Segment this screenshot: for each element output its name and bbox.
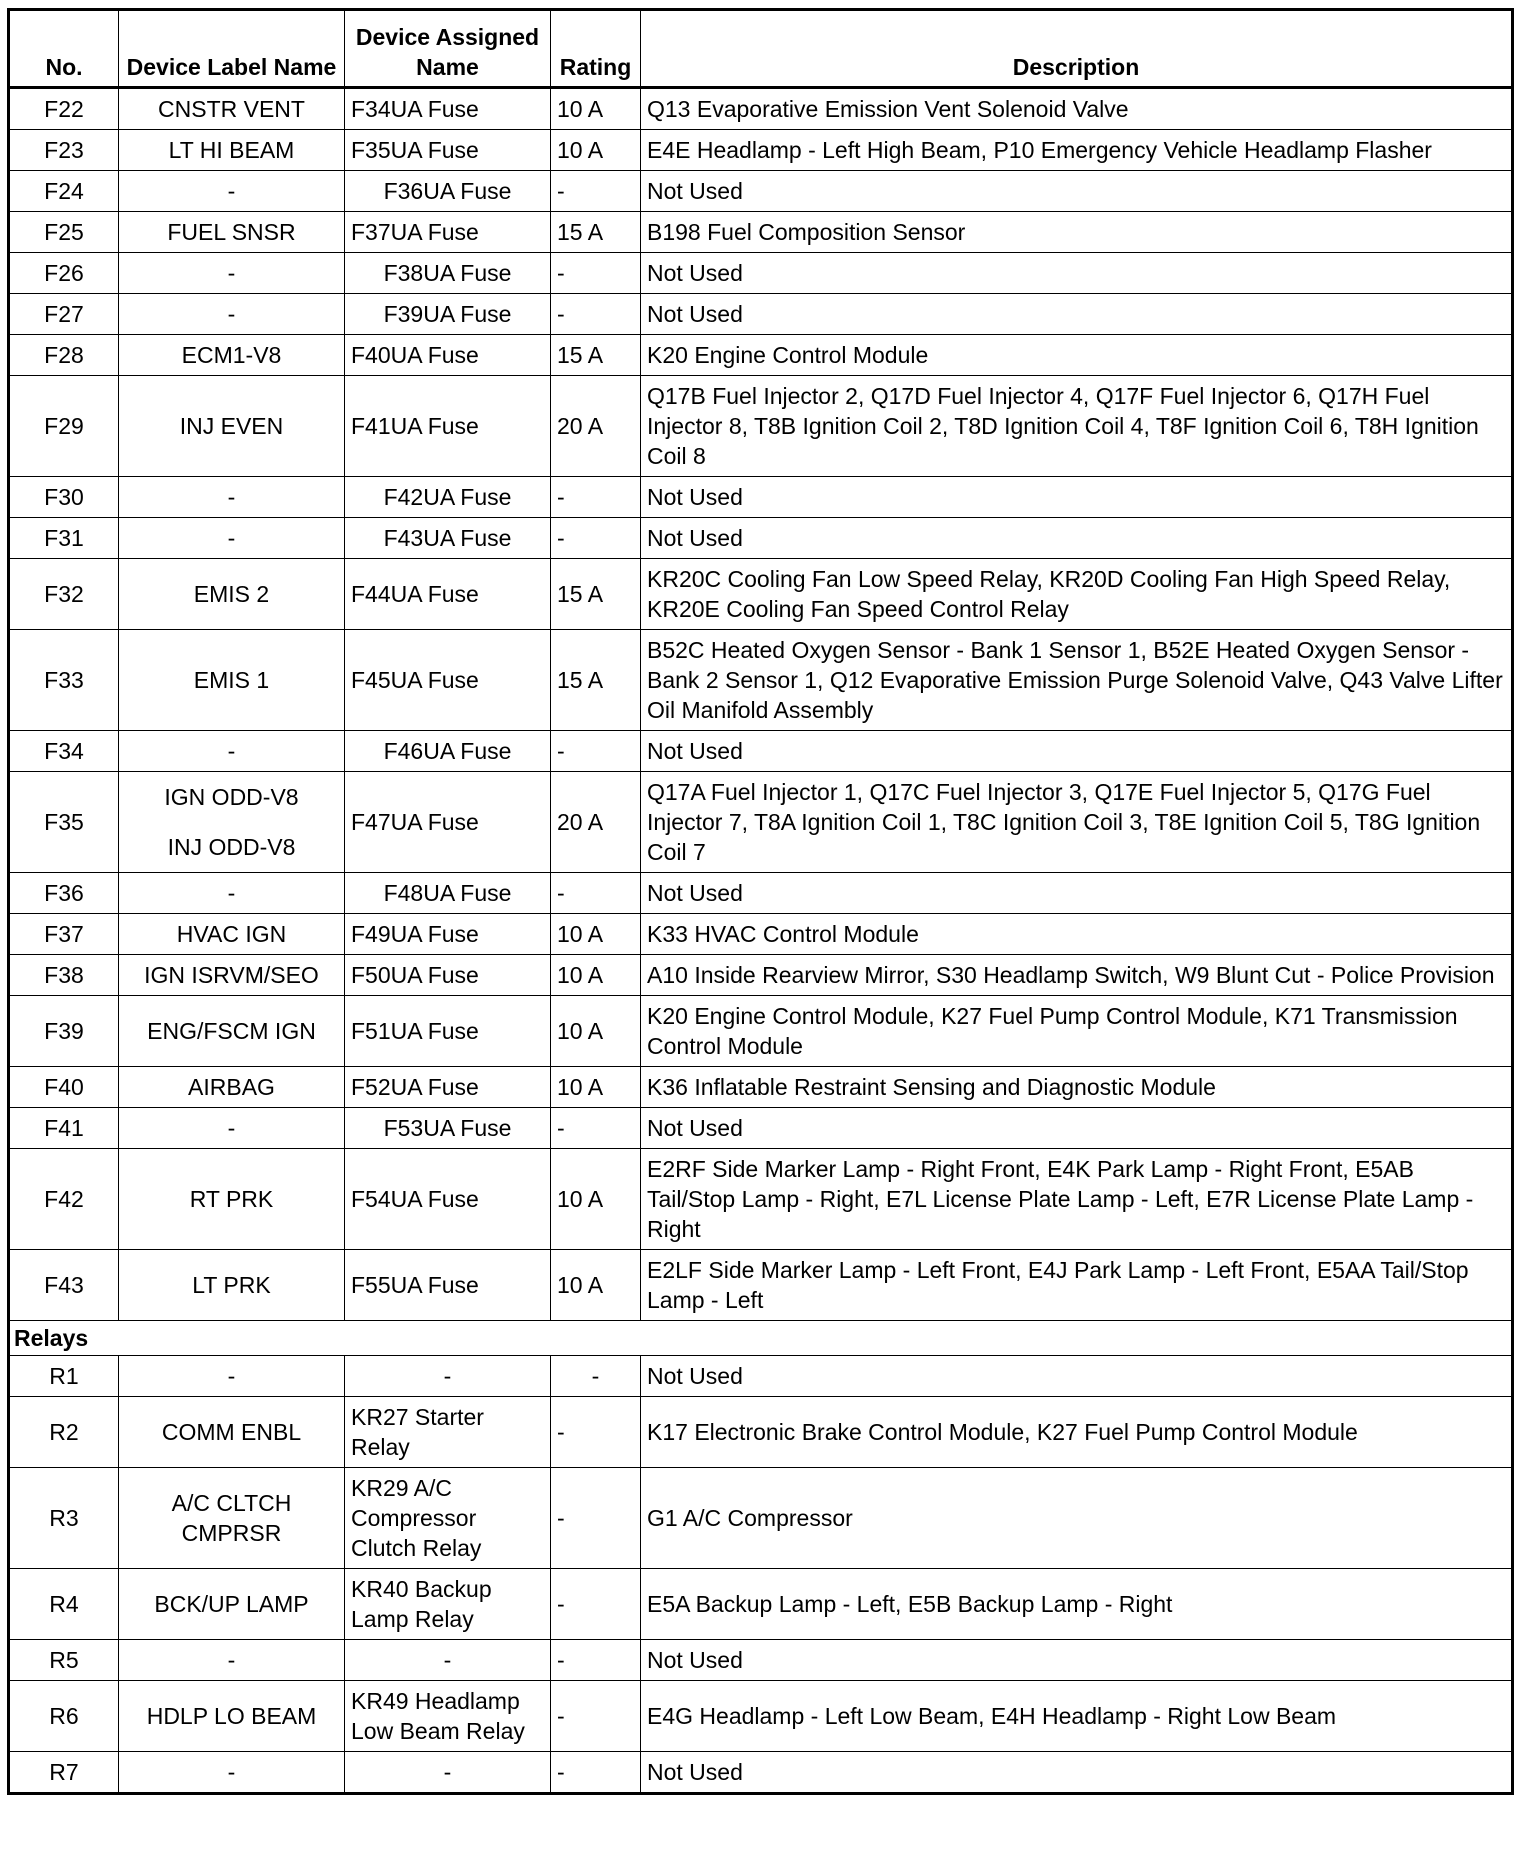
table-row: [9, 1569, 1513, 1640]
device-assigned-name: F39UA Fuse: [345, 294, 551, 335]
table-row: [9, 130, 1513, 171]
device-label-name: [119, 335, 345, 376]
rating: -: [551, 253, 641, 294]
fuse-number: R5: [9, 1640, 119, 1681]
label-line: -: [227, 178, 236, 204]
table-row: [9, 1108, 1513, 1149]
device-label-name: [119, 1356, 345, 1397]
description: Not Used: [641, 731, 1513, 772]
label-line: FUEL SNSR: [167, 219, 296, 245]
device-assigned-name: F37UA Fuse: [345, 212, 551, 253]
table-row: [9, 1752, 1513, 1794]
fuse-number: F42: [9, 1149, 119, 1250]
device-label-name: [119, 130, 345, 171]
table-row: [9, 88, 1513, 130]
description: Q13 Evaporative Emission Vent Solenoid Valve: [641, 88, 1513, 130]
table-row: [9, 335, 1513, 376]
label-line: A/C CLTCH CMPRSR: [171, 1490, 292, 1546]
device-assigned-name: F46UA Fuse: [345, 731, 551, 772]
description: Q17A Fuel Injector 1, Q17C Fuel Injector 3, Q17E Fuel Injector 5, Q17G Fuel Injector 7, T8A Ignition Coil 1, T8C Ignition Coil 3, T8E Ignition Coil 5, T8G Ignition Coil 7: [641, 772, 1513, 873]
device-label-name: [119, 1397, 345, 1468]
table-row: [9, 294, 1513, 335]
device-assigned-name: KR49 Headlamp Low Beam Relay: [345, 1681, 551, 1752]
device-label-name: [119, 1640, 345, 1681]
rating: 10 A: [551, 1067, 641, 1108]
label-line: LT PRK: [192, 1272, 271, 1298]
device-assigned-name: F38UA Fuse: [345, 253, 551, 294]
device-label-name: [119, 1752, 345, 1794]
device-label-name: [119, 1067, 345, 1108]
table-row: [9, 1356, 1513, 1397]
fuse-number: F28: [9, 335, 119, 376]
device-label-name: [119, 731, 345, 772]
label-line: COMM ENBL: [161, 1419, 302, 1445]
device-assigned-name: -: [345, 1752, 551, 1794]
section-heading: Relays: [9, 1321, 1513, 1356]
label-line: -: [227, 1759, 236, 1785]
table-row: [9, 1397, 1513, 1468]
rating: 10 A: [551, 1250, 641, 1321]
rating: 10 A: [551, 1149, 641, 1250]
device-label-name: [119, 630, 345, 731]
description: E4E Headlamp - Left High Beam, P10 Emergency Vehicle Headlamp Flasher: [641, 130, 1513, 171]
label-line: IGN ODD-V8: [164, 784, 299, 810]
device-assigned-name: F51UA Fuse: [345, 996, 551, 1067]
header-no: No.: [9, 10, 119, 88]
fuse-number: F29: [9, 376, 119, 477]
table-row: [9, 212, 1513, 253]
header-label: Device Label Name: [119, 10, 345, 88]
device-label-name: [119, 914, 345, 955]
description: Not Used: [641, 873, 1513, 914]
fuse-number: F25: [9, 212, 119, 253]
device-assigned-name: F55UA Fuse: [345, 1250, 551, 1321]
rating: -: [551, 1569, 641, 1640]
fuse-number: F23: [9, 130, 119, 171]
device-label-name: [119, 772, 345, 873]
description: KR20C Cooling Fan Low Speed Relay, KR20D Cooling Fan High Speed Relay, KR20E Cooling Fan Speed Control Relay: [641, 559, 1513, 630]
description: Not Used: [641, 294, 1513, 335]
rating: -: [551, 1681, 641, 1752]
description: B52C Heated Oxygen Sensor - Bank 1 Sensor 1, B52E Heated Oxygen Sensor - Bank 2 Sensor 1, Q12 Evaporative Emission Purge Solenoid Valve, Q43 Valve Lifter Oil Manifold Assembly: [641, 630, 1513, 731]
device-label-name: [119, 1250, 345, 1321]
table-row: [9, 731, 1513, 772]
device-label-name: [119, 253, 345, 294]
fuse-number: F36: [9, 873, 119, 914]
fuse-number: R4: [9, 1569, 119, 1640]
description: K17 Electronic Brake Control Module, K27 Fuel Pump Control Module: [641, 1397, 1513, 1468]
description: Not Used: [641, 171, 1513, 212]
label-line: CNSTR VENT: [158, 96, 305, 122]
fuse-number: F32: [9, 559, 119, 630]
description: E2RF Side Marker Lamp - Right Front, E4K Park Lamp - Right Front, E5AB Tail/Stop Lamp - Right, E7L License Plate Lamp - Left, E7R License Plate Lamp - Right: [641, 1149, 1513, 1250]
device-assigned-name: F44UA Fuse: [345, 559, 551, 630]
device-label-name: [119, 518, 345, 559]
device-label-name: [119, 559, 345, 630]
device-assigned-name: KR27 Starter Relay: [345, 1397, 551, 1468]
label-line: RT PRK: [189, 1186, 274, 1212]
rating: 15 A: [551, 335, 641, 376]
description: K20 Engine Control Module: [641, 335, 1513, 376]
table-row: [9, 630, 1513, 731]
label-line: BCK/UP LAMP: [154, 1591, 309, 1617]
description: A10 Inside Rearview Mirror, S30 Headlamp Switch, W9 Blunt Cut - Police Provision: [641, 955, 1513, 996]
device-assigned-name: KR40 Backup Lamp Relay: [345, 1569, 551, 1640]
description: Not Used: [641, 1108, 1513, 1149]
device-label-name: [119, 996, 345, 1067]
device-assigned-name: F49UA Fuse: [345, 914, 551, 955]
description: Not Used: [641, 253, 1513, 294]
section-row: [9, 1321, 1513, 1356]
fuse-number: F34: [9, 731, 119, 772]
device-label-name: [119, 376, 345, 477]
table-row: [9, 1149, 1513, 1250]
label-line: -: [227, 1363, 236, 1389]
description: Q17B Fuel Injector 2, Q17D Fuel Injector 4, Q17F Fuel Injector 6, Q17H Fuel Injector 8, T8B Ignition Coil 2, T8D Ignition Coil 4, T8F Ignition Coil 6, T8H Ignition Coil 8: [641, 376, 1513, 477]
table-row: [9, 955, 1513, 996]
label-line: EMIS 2: [193, 581, 270, 607]
device-assigned-name: F47UA Fuse: [345, 772, 551, 873]
table-row: [9, 772, 1513, 873]
device-label-name: [119, 1149, 345, 1250]
rating: 15 A: [551, 212, 641, 253]
description: Not Used: [641, 518, 1513, 559]
description: K33 HVAC Control Module: [641, 914, 1513, 955]
label-line: -: [227, 301, 236, 327]
fuse-number: F22: [9, 88, 119, 130]
fuse-number: F38: [9, 955, 119, 996]
fuse-number: R6: [9, 1681, 119, 1752]
device-assigned-name: F34UA Fuse: [345, 88, 551, 130]
fuse-number: F30: [9, 477, 119, 518]
description: G1 A/C Compressor: [641, 1468, 1513, 1569]
label-line: ENG/FSCM IGN: [147, 1018, 316, 1044]
rating: 20 A: [551, 772, 641, 873]
rating: -: [551, 1356, 641, 1397]
table-row: [9, 1681, 1513, 1752]
fuse-number: F43: [9, 1250, 119, 1321]
fuse-number: F27: [9, 294, 119, 335]
table-row: [9, 518, 1513, 559]
rating: -: [551, 731, 641, 772]
label-line: EMIS 1: [193, 667, 270, 693]
rating: 20 A: [551, 376, 641, 477]
rating: -: [551, 171, 641, 212]
fuse-number: R1: [9, 1356, 119, 1397]
table-row: [9, 253, 1513, 294]
fuse-number: F26: [9, 253, 119, 294]
device-assigned-name: F36UA Fuse: [345, 171, 551, 212]
table-row: [9, 171, 1513, 212]
device-assigned-name: F42UA Fuse: [345, 477, 551, 518]
header-assigned: Device Assigned Name: [345, 10, 551, 88]
device-label-name: [119, 1681, 345, 1752]
fuse-number: F39: [9, 996, 119, 1067]
device-label-name: [119, 955, 345, 996]
description: E5A Backup Lamp - Left, E5B Backup Lamp - Right: [641, 1569, 1513, 1640]
device-assigned-name: F48UA Fuse: [345, 873, 551, 914]
fuse-number: F37: [9, 914, 119, 955]
description: K36 Inflatable Restraint Sensing and Diagnostic Module: [641, 1067, 1513, 1108]
device-assigned-name: F50UA Fuse: [345, 955, 551, 996]
label-line: HDLP LO BEAM: [146, 1703, 317, 1729]
rating: 10 A: [551, 914, 641, 955]
description: K20 Engine Control Module, K27 Fuel Pump Control Module, K71 Transmission Control Module: [641, 996, 1513, 1067]
rating: -: [551, 1397, 641, 1468]
device-label-name: [119, 1569, 345, 1640]
device-label-name: [119, 1108, 345, 1149]
label-line: -: [227, 1647, 236, 1673]
fuse-number: F31: [9, 518, 119, 559]
description: Not Used: [641, 1640, 1513, 1681]
description: E4G Headlamp - Left Low Beam, E4H Headlamp - Right Low Beam: [641, 1681, 1513, 1752]
label-line: -: [227, 484, 236, 510]
header-rating: Rating: [551, 10, 641, 88]
rating: 10 A: [551, 955, 641, 996]
table-row: [9, 1468, 1513, 1569]
device-label-name: [119, 294, 345, 335]
description: E2LF Side Marker Lamp - Left Front, E4J Park Lamp - Left Front, E5AA Tail/Stop Lamp - Left: [641, 1250, 1513, 1321]
table-row: [9, 376, 1513, 477]
description: Not Used: [641, 1752, 1513, 1794]
label-line: HVAC IGN: [176, 921, 287, 947]
device-assigned-name: F40UA Fuse: [345, 335, 551, 376]
label-line: INJ ODD-V8: [167, 834, 296, 860]
header-description: Description: [641, 10, 1513, 88]
table-row: [9, 873, 1513, 914]
rating: -: [551, 1640, 641, 1681]
fuse-relay-table: [7, 8, 1514, 1795]
label-line: AIRBAG: [188, 1074, 275, 1100]
device-assigned-name: -: [345, 1356, 551, 1397]
fuse-number: F35: [9, 772, 119, 873]
description: Not Used: [641, 477, 1513, 518]
rating: 10 A: [551, 130, 641, 171]
label-line: -: [227, 1115, 236, 1141]
fuse-number: F24: [9, 171, 119, 212]
fuse-number: R3: [9, 1468, 119, 1569]
label-line: -: [227, 260, 236, 286]
device-label-name: [119, 873, 345, 914]
device-assigned-name: F41UA Fuse: [345, 376, 551, 477]
label-line: -: [227, 738, 236, 764]
fuse-number: F41: [9, 1108, 119, 1149]
rating: -: [551, 1108, 641, 1149]
label-line: -: [227, 880, 236, 906]
description: Not Used: [641, 1356, 1513, 1397]
device-label-name: [119, 88, 345, 130]
device-assigned-name: F45UA Fuse: [345, 630, 551, 731]
device-label-name: [119, 212, 345, 253]
device-assigned-name: F35UA Fuse: [345, 130, 551, 171]
device-assigned-name: F52UA Fuse: [345, 1067, 551, 1108]
table-row: [9, 1640, 1513, 1681]
table-body: [9, 88, 1513, 1794]
rating: -: [551, 294, 641, 335]
rating: 15 A: [551, 559, 641, 630]
table-row: [9, 1250, 1513, 1321]
label-line: IGN ISRVM/SEO: [144, 962, 319, 988]
table-row: [9, 559, 1513, 630]
table-row: [9, 477, 1513, 518]
description: B198 Fuel Composition Sensor: [641, 212, 1513, 253]
label-line: ECM1-V8: [181, 342, 282, 368]
device-label-name: [119, 477, 345, 518]
rating: 10 A: [551, 88, 641, 130]
device-assigned-name: F43UA Fuse: [345, 518, 551, 559]
rating: 15 A: [551, 630, 641, 731]
rating: -: [551, 873, 641, 914]
device-assigned-name: KR29 A/C Compressor Clutch Relay: [345, 1468, 551, 1569]
rating: -: [551, 477, 641, 518]
table-row: [9, 996, 1513, 1067]
device-assigned-name: F53UA Fuse: [345, 1108, 551, 1149]
rating: -: [551, 1468, 641, 1569]
device-assigned-name: F54UA Fuse: [345, 1149, 551, 1250]
label-line: INJ EVEN: [179, 413, 284, 439]
fuse-number: R2: [9, 1397, 119, 1468]
header-row: [9, 10, 1513, 88]
label-line: LT HI BEAM: [168, 137, 295, 163]
fuse-number: R7: [9, 1752, 119, 1794]
device-label-name: [119, 1468, 345, 1569]
table-row: [9, 914, 1513, 955]
table-row: [9, 1067, 1513, 1108]
device-assigned-name: -: [345, 1640, 551, 1681]
label-line: -: [227, 525, 236, 551]
device-label-name: [119, 171, 345, 212]
fuse-number: F40: [9, 1067, 119, 1108]
rating: -: [551, 1752, 641, 1794]
rating: 10 A: [551, 996, 641, 1067]
fuse-number: F33: [9, 630, 119, 731]
rating: -: [551, 518, 641, 559]
